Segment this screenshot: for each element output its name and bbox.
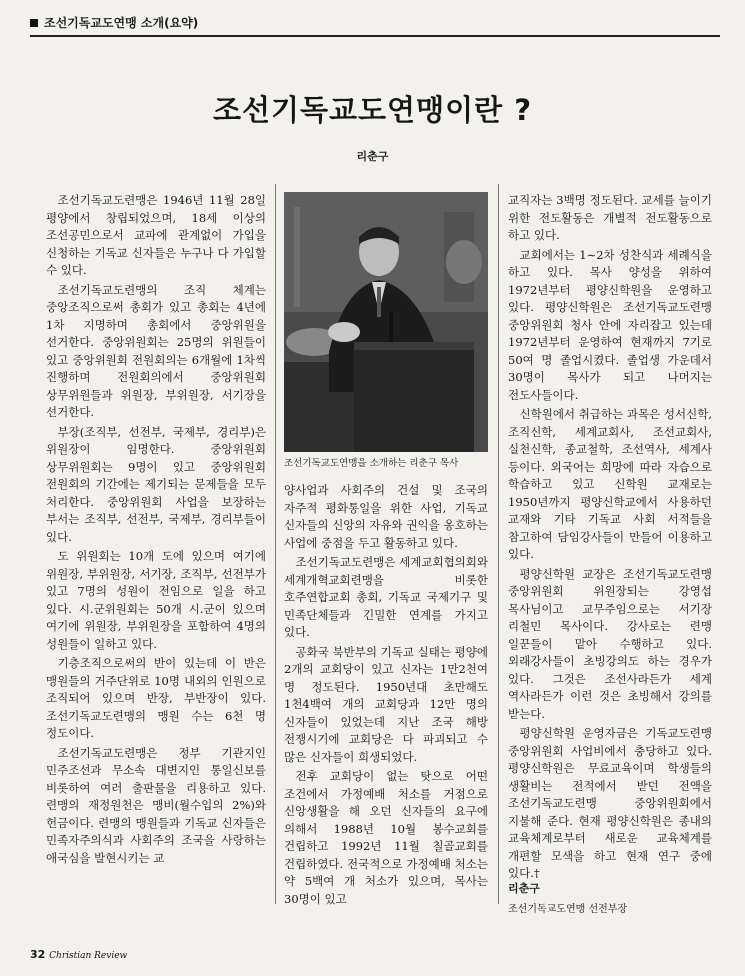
signature-role: 조선기독교도연맹 선전부장 [508, 904, 628, 915]
square-bullet-icon [30, 19, 38, 27]
column-divider [498, 184, 499, 904]
article-title: 조선기독교도연맹이란 ? [212, 93, 533, 127]
paragraph: 평양신학원 운영자금은 기독교도련맹 중앙위원회 사업비에서 충당하고 있다. 평양신학원은 무료교육이며 학생들의 생활비는 전적에서 받던 전액을 조선기독교도련맹 중앙위원회에서 지불해 준다. 현재 평양신학원은 종내의 교육체계로부터 새로운 교육체계를 개편할 모색을 하고 현재 연구 중에 있다.† [508, 726, 712, 880]
column-1 [46, 192, 266, 869]
paragraph: 평양신학원 교장은 조선기독교도련맹 중앙위원회 위원장되는 강영섭 목사님이고 교무주임으로는 서기장 리철민 목사이다. 강사로는 련맹 일꾼들이 맡아 수행하고 있다. 외래강사들이 초빙강의도 하는 경우가 있다. 그것은 조선사라든가 세계 역사라든가 이런 것은 초빙해서 강의를 받는다. [508, 566, 712, 721]
column-divider [275, 184, 276, 904]
speaker-photo [284, 192, 488, 452]
page-number: 32 [30, 948, 46, 961]
paragraph: 전후 교회당이 없는 탓으로 어떤 조건에서 가정예배 처소를 거점으로 신앙생활을 해 오던 신자들의 요구에 의해서 1988년 10월 봉수교회를 건립하고 1992년 11월 칠골교회를 건립하였다. 전국적으로 가정예배 처소는 약 5백여 개 처소가 있으며, 목사는 30명이 있고 [284, 769, 488, 906]
paragraph: 교직자는 3백명 정도된다. 교세를 늘이기 위한 전도활동은 개별적 전도활동으로 하고 있다. [508, 193, 712, 242]
paragraph: 조선기독교도련맹은 세계교회협의회와 세계개혁교회련맹을 비롯한 호주연합교회 총회, 기독교 국제기구 및 민족단체들과 긴밀한 연계를 가지고 있다. [284, 555, 489, 639]
paragraph: 조선기독교도련맹의 조직 체계는 중앙조직으로써 총회가 있고 총회는 4년에 1차 지명하며 총회에서 중앙위원을 선거한다. 중앙위원회는 25명의 위원들이 있고 중앙위원회 전원회의는 6개월에 1차씩 진행하며 전원회의에서 중앙위원회 상무위원들과 위원장, 부위원장, 서기장을 선거한다. [46, 282, 266, 419]
paragraph: 조선기독교도련맹은 정부 기관지인 민주조선과 무소속 대변지인 통일신보를 비롯하여 여러 출판물을 리용하고 있다. 련맹의 재정원천은 맹비(월수입의 2%)와 헌금이다. 련맹의 맹원들과 기독교 신자들은 민족자주의식과 사회주의 조국을 사랑하는 애국심을 발현시키는 교 [46, 745, 266, 865]
section-label: 조선기독교도연맹 소개(요약) [44, 16, 199, 30]
signature-name: 리춘구 [508, 882, 540, 895]
paragraph: 교회에서는 1∼2차 성찬식과 세례식을 하고 있다. 목사 양성을 위하여 1972년부터 평양신학원을 운영하고 있다. 평양신학원은 조선기독교도련맹 중앙위원회 청사 안에 자리잡고 있는데 1972년부터 운영하여 현재까지 7기로 50여 명 졸업시켰다. 졸업생 가운데서 30명이 목사가 되고 나머지는 전도사들이다. [508, 247, 712, 402]
paragraph: 도 위원회는 10개 도에 있으며 여기에 위원장, 부위원장, 서기장, 조직부, 선전부가 있고 7명의 성원이 전임으로 일을 하고 있다. 시.군위원회는 50개 시.군이 있으며 여기에 위원장, 부위원장을 포함하여 4명의 성원들이 일하고 있다. [46, 549, 266, 651]
column-2 [284, 482, 488, 910]
paragraph: 기층조직으로써의 반이 있는데 이 반은 맹원들의 거주단위로 10명 내외의 인원으로 조직되어 있으며 반장, 부반장이 있다. 조선기독교도련맹의 맹원 수는 6천 명 정도이다. [46, 656, 266, 740]
paragraph: 조선기독교도련맹은 1946년 11월 28일 평양에서 창립되었으며, 18세 이상의 조선공민으로서 교파에 관계없이 가입을 신청하는 기독교 신자들은 누구나 다 가입할 수 있다. [46, 193, 266, 277]
section-header [30, 14, 720, 37]
column-3 [508, 192, 712, 885]
paragraph: 공화국 북반부의 기독교 실태는 평양에 2개의 교회당이 있고 신자는 1만2천여 명 정도된다. 1950년대 초만해도 1천4백여 개의 교회당과 12만 명의 신자들이 있었는데 지난 조국 해방 전쟁시기에 교회당은 다 파괴되고 수 많은 신자들이 희생되었다. [284, 644, 488, 764]
photo-illustration [284, 192, 488, 452]
magazine-name: Christian Review [49, 951, 128, 961]
author-signature [508, 880, 718, 915]
photo-caption: 조선기독교도연맹을 소개하는 리춘구 목사 [284, 458, 459, 469]
paragraph: 부장(조직부, 선전부, 국제부, 경리부)은 위원장이 임명한다. 중앙위원회 상무위원회는 9명이 있고 중앙위원회 전원회의 기간에는 제기되는 문제들을 모두 처리한다. 중앙위원회 사업을 보장하는 부서는 조직부, 선전부, 국제부, 경리부들이 있다. [46, 424, 266, 544]
page-footer [30, 948, 127, 961]
paragraph: 양사업과 사회주의 건설 및 조국의 자주적 평화통일을 위한 사업, 기독교 신자들의 신앙의 자유와 권익을 옹호하는 사업에 중점을 두고 활동하고 있다. [284, 483, 488, 550]
paragraph: 신학원에서 취급하는 과목은 성서신학, 조직신학, 세계교회사, 조선교회사, 실천신학, 종교철학, 조선역사, 세계사 등이다. 외국어는 희망에 따라 자습으로 학습하고 있고 신학원 교재로는 1950년까지 평양신학교에서 사용하던 교재와 기타 기독교 사회 서적들을 참고하여 담임강사들이 만들어 이용하고 있다. [508, 407, 712, 561]
article-author: 리춘구 [356, 150, 389, 163]
